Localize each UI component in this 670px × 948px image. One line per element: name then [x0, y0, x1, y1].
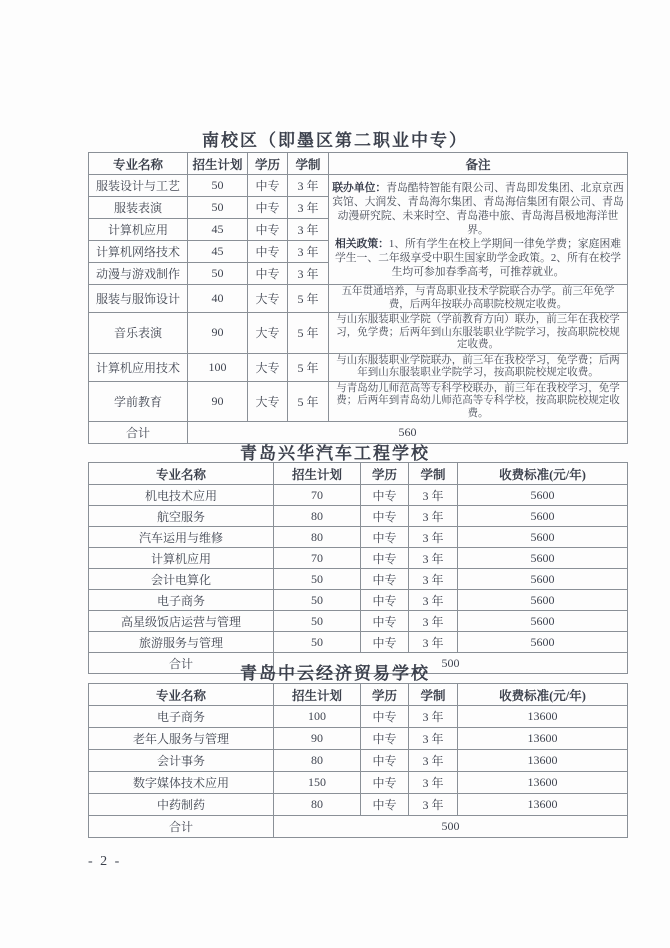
table-row	[89, 706, 628, 728]
header-major-name: 专业名称	[89, 463, 274, 485]
duration-cell: 3 年	[409, 569, 458, 590]
plan-cell: 50	[188, 263, 248, 285]
degree-cell: 大专	[248, 381, 288, 422]
total-value-cell: 500	[274, 653, 628, 674]
duration-cell: 3 年	[409, 611, 458, 632]
major-name-cell: 计算机网络技术	[89, 241, 188, 263]
degree-cell: 中专	[361, 485, 409, 506]
degree-cell: 中专	[361, 794, 409, 816]
table-row	[89, 632, 628, 653]
table-row	[89, 285, 628, 313]
policy-paragraph	[332, 237, 624, 279]
duration-cell: 3 年	[409, 750, 458, 772]
major-name-cell: 会计电算化	[89, 569, 274, 590]
table-row	[89, 750, 628, 772]
table-header-row	[89, 153, 628, 175]
major-name-cell: 计算机应用	[89, 548, 274, 569]
plan-cell: 150	[274, 772, 361, 794]
plan-cell: 50	[188, 197, 248, 219]
fee-cell: 5600	[458, 569, 628, 590]
duration-cell: 3 年	[409, 772, 458, 794]
header-enroll-plan: 招生计划	[274, 463, 361, 485]
remark-cell: 与青岛幼儿师范高等专科学校联办，前三年在我校学习，免学费；后两年到青岛幼儿师范高等专科学校，按高职院校规定收费。	[329, 381, 628, 422]
header-enroll-plan: 招生计划	[188, 153, 248, 175]
header-remark: 备注	[329, 153, 628, 175]
degree-cell: 大专	[248, 313, 288, 354]
table-row	[89, 611, 628, 632]
degree-cell: 中专	[248, 263, 288, 285]
duration-cell: 3 年	[288, 175, 329, 197]
degree-cell: 大专	[248, 353, 288, 381]
major-name-cell: 中药制药	[89, 794, 274, 816]
table-row	[89, 175, 628, 197]
table-header-row	[89, 463, 628, 485]
remark-cell: 与山东服装职业学院联办，前三年在我校学习，免学费；后两年到山东服装职业学院学习，按高职院校规定收费。	[329, 353, 628, 381]
degree-cell: 中专	[248, 175, 288, 197]
duration-cell: 3 年	[409, 527, 458, 548]
table-row	[89, 590, 628, 611]
degree-cell: 中专	[361, 611, 409, 632]
total-row	[89, 816, 628, 838]
degree-cell: 中专	[361, 750, 409, 772]
total-value-cell: 560	[188, 422, 628, 444]
total-label-cell: 合计	[89, 653, 274, 674]
table-row	[89, 506, 628, 527]
fee-cell: 13600	[458, 750, 628, 772]
table-row	[89, 381, 628, 422]
degree-cell: 中专	[361, 506, 409, 527]
fee-cell: 5600	[458, 506, 628, 527]
partners-paragraph	[332, 181, 624, 237]
plan-cell: 50	[274, 632, 361, 653]
degree-cell: 中专	[361, 632, 409, 653]
major-name-cell: 学前教育	[89, 381, 188, 422]
fee-cell: 13600	[458, 772, 628, 794]
policy-label: 相关政策：	[334, 237, 389, 250]
school1-spec-table	[88, 152, 628, 444]
plan-cell: 100	[188, 353, 248, 381]
duration-cell: 3 年	[409, 590, 458, 611]
duration-cell: 5 年	[288, 285, 329, 313]
degree-cell: 中专	[361, 706, 409, 728]
plan-cell: 80	[274, 794, 361, 816]
plan-cell: 80	[274, 527, 361, 548]
header-duration: 学制	[409, 463, 458, 485]
fee-cell: 13600	[458, 728, 628, 750]
table-row	[89, 794, 628, 816]
major-name-cell: 音乐表演	[89, 313, 188, 354]
duration-cell: 3 年	[409, 728, 458, 750]
fee-cell: 5600	[458, 611, 628, 632]
header-degree: 学历	[248, 153, 288, 175]
major-name-cell: 动漫与游戏制作	[89, 263, 188, 285]
major-name-cell: 会计事务	[89, 750, 274, 772]
plan-cell: 45	[188, 219, 248, 241]
degree-cell: 中专	[361, 728, 409, 750]
degree-cell: 大专	[248, 285, 288, 313]
major-name-cell: 老年人服务与管理	[89, 728, 274, 750]
plan-cell: 50	[188, 175, 248, 197]
fee-cell: 5600	[458, 527, 628, 548]
remark-cell: 与山东服装职业学院（学前教育方向）联办，前三年在我校学习，免学费；后两年到山东服装职业学院学习，按高职院校规定收费。	[329, 313, 628, 354]
fee-cell: 13600	[458, 794, 628, 816]
total-label-cell: 合计	[89, 816, 274, 838]
table-row	[89, 569, 628, 590]
table-row	[89, 485, 628, 506]
header-major-name: 专业名称	[89, 153, 188, 175]
partners-text: 青岛酷特智能有限公司、青岛即发集团、北京京西宾馆、大润发、青岛海尔集团、青岛海信集团有限公司、青岛动漫研究院、未来时空、青岛港中旅、青岛海昌极地海洋世界。	[332, 181, 624, 236]
header-fee: 收费标准(元/年)	[458, 684, 628, 706]
major-name-cell: 服装表演	[89, 197, 188, 219]
table-row	[89, 548, 628, 569]
table-row	[89, 728, 628, 750]
header-enroll-plan: 招生计划	[274, 684, 361, 706]
plan-cell: 90	[188, 381, 248, 422]
duration-cell: 3 年	[409, 548, 458, 569]
major-name-cell: 电子商务	[89, 706, 274, 728]
duration-cell: 3 年	[409, 506, 458, 527]
header-major-name: 专业名称	[89, 684, 274, 706]
plan-cell: 45	[188, 241, 248, 263]
school2-title: 青岛兴华汽车工程学校	[240, 444, 430, 463]
plan-cell: 80	[274, 506, 361, 527]
major-name-cell: 服装与服饰设计	[89, 285, 188, 313]
degree-cell: 中专	[361, 548, 409, 569]
total-value-cell: 500	[274, 816, 628, 838]
major-name-cell: 高星级饭店运营与管理	[89, 611, 274, 632]
plan-cell: 50	[274, 611, 361, 632]
degree-cell: 中专	[361, 569, 409, 590]
partners-label: 联办单位：	[332, 181, 387, 194]
plan-cell: 100	[274, 706, 361, 728]
table-row	[89, 313, 628, 354]
duration-cell: 3 年	[288, 241, 329, 263]
major-name-cell: 计算机应用技术	[89, 353, 188, 381]
plan-cell: 70	[274, 548, 361, 569]
degree-cell: 中专	[248, 219, 288, 241]
plan-cell: 50	[274, 569, 361, 590]
header-duration: 学制	[288, 153, 329, 175]
policy-text: 1、所有学生在校上学期间一律免学费；家庭困难学生一、二年级享受中职生国家助学金政策。2、所有在校学生均可参加春季高考，可推荐就业。	[334, 237, 622, 278]
header-degree: 学历	[361, 463, 409, 485]
degree-cell: 中专	[248, 197, 288, 219]
major-name-cell: 机电技术应用	[89, 485, 274, 506]
header-degree: 学历	[361, 684, 409, 706]
header-duration: 学制	[409, 684, 458, 706]
duration-cell: 3 年	[288, 219, 329, 241]
major-name-cell: 计算机应用	[89, 219, 188, 241]
duration-cell: 3 年	[409, 485, 458, 506]
school1-title: 南校区（即墨区第二职业中专）	[202, 131, 468, 150]
major-name-cell: 航空服务	[89, 506, 274, 527]
fee-cell: 5600	[458, 485, 628, 506]
fee-cell: 13600	[458, 706, 628, 728]
school3-spec-table	[88, 683, 628, 838]
duration-cell: 3 年	[409, 632, 458, 653]
plan-cell: 40	[188, 285, 248, 313]
duration-cell: 3 年	[288, 197, 329, 219]
major-name-cell: 数字媒体技术应用	[89, 772, 274, 794]
plan-cell: 50	[274, 590, 361, 611]
table-row	[89, 353, 628, 381]
duration-cell: 5 年	[288, 381, 329, 422]
school3-title: 青岛中云经济贸易学校	[240, 664, 430, 683]
duration-cell: 3 年	[288, 263, 329, 285]
plan-cell: 70	[274, 485, 361, 506]
page-number: - 2 -	[88, 854, 122, 869]
header-fee: 收费标准(元/年)	[458, 463, 628, 485]
table-header-row	[89, 684, 628, 706]
degree-cell: 中专	[361, 772, 409, 794]
table-row	[89, 527, 628, 548]
fee-cell: 5600	[458, 548, 628, 569]
major-name-cell: 电子商务	[89, 590, 274, 611]
duration-cell: 5 年	[288, 353, 329, 381]
major-name-cell: 旅游服务与管理	[89, 632, 274, 653]
degree-cell: 中专	[361, 590, 409, 611]
merged-remark-cell	[329, 175, 628, 285]
school2-spec-table	[88, 462, 628, 674]
duration-cell: 5 年	[288, 313, 329, 354]
fee-cell: 5600	[458, 632, 628, 653]
duration-cell: 3 年	[409, 794, 458, 816]
major-name-cell: 汽车运用与维修	[89, 527, 274, 548]
fee-cell: 5600	[458, 590, 628, 611]
plan-cell: 90	[274, 728, 361, 750]
plan-cell: 90	[188, 313, 248, 354]
duration-cell: 3 年	[409, 706, 458, 728]
remark-cell: 五年贯通培养，与青岛职业技术学院联合办学。前三年免学费，后两年按联办高职院校规定收费。	[329, 285, 628, 313]
table-row	[89, 772, 628, 794]
total-label-cell: 合计	[89, 422, 188, 444]
plan-cell: 80	[274, 750, 361, 772]
degree-cell: 中专	[361, 527, 409, 548]
major-name-cell: 服装设计与工艺	[89, 175, 188, 197]
degree-cell: 中专	[248, 241, 288, 263]
